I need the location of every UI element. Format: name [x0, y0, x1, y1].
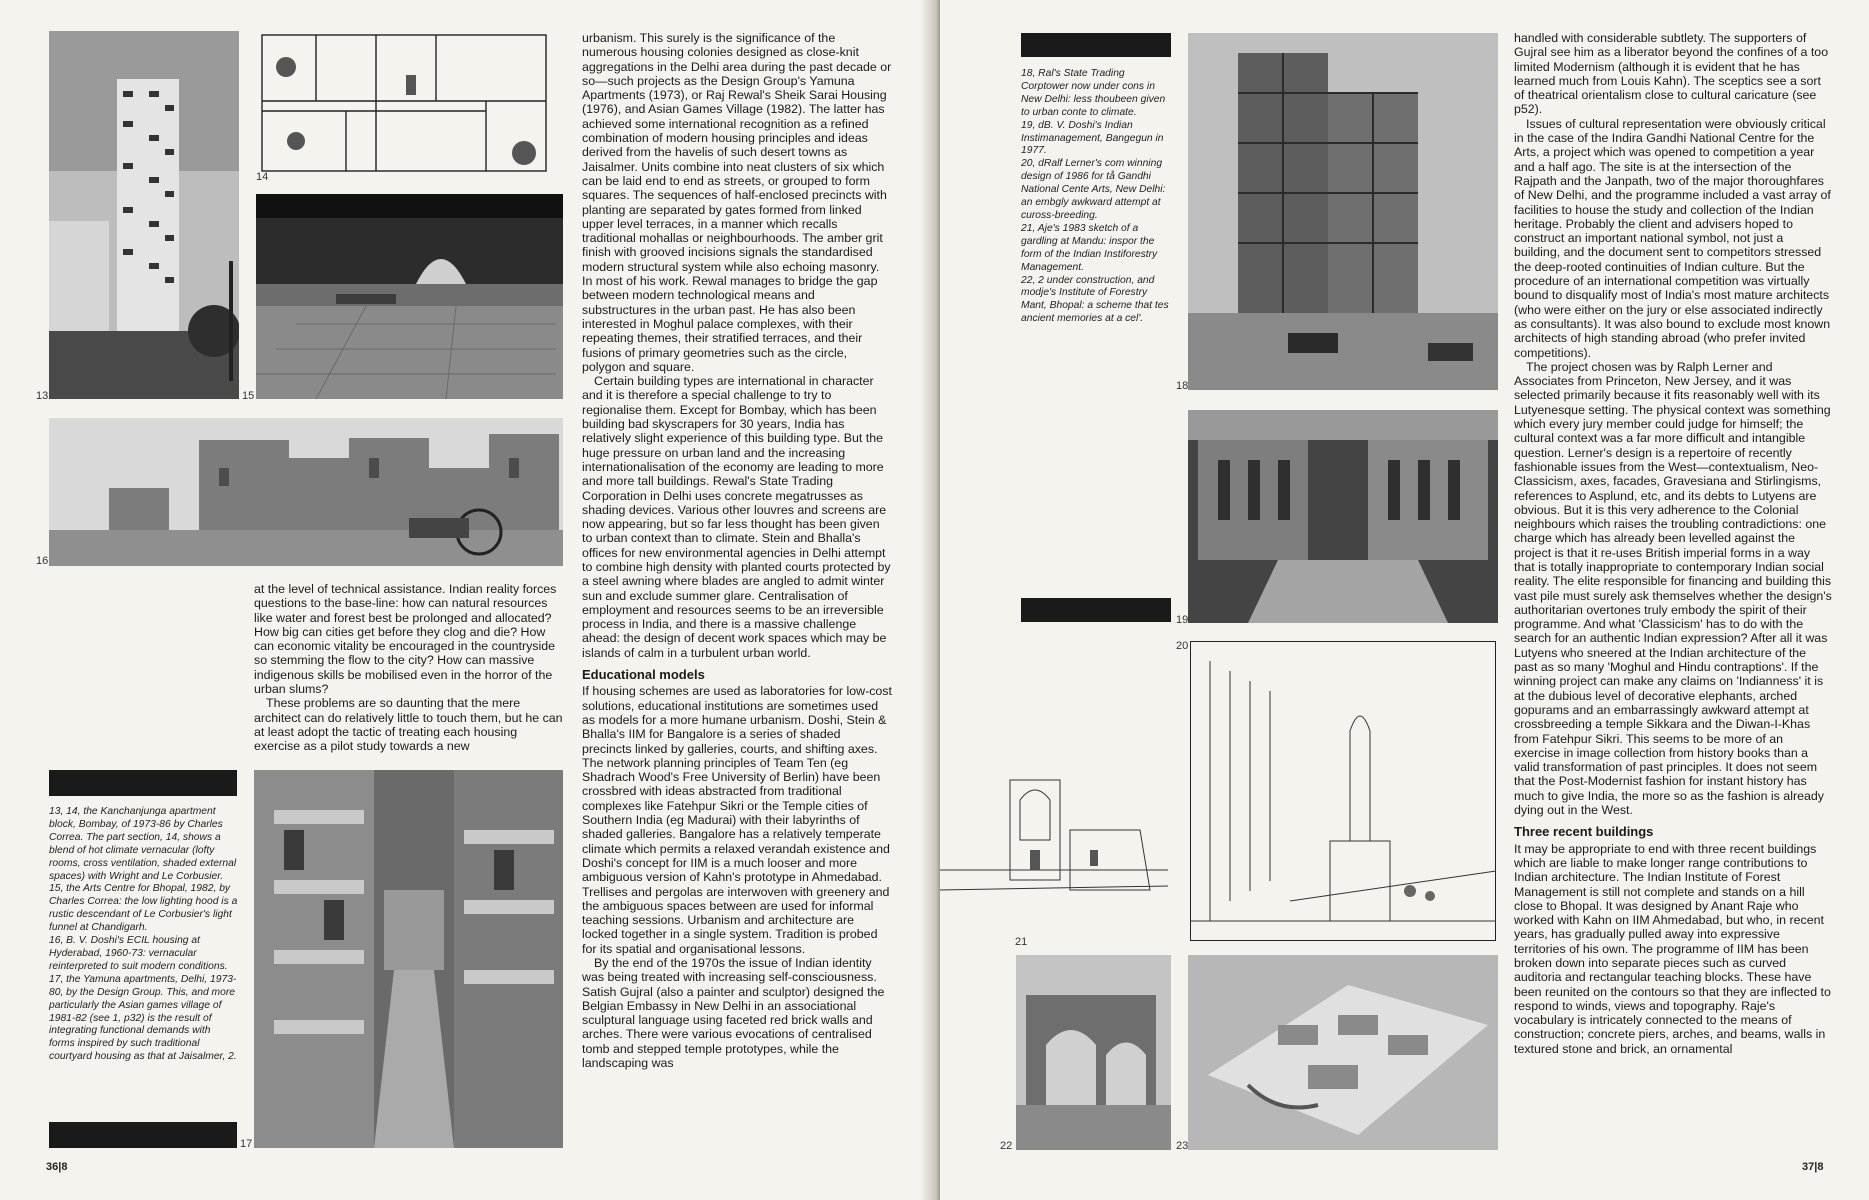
fig-number-14: 14: [256, 171, 269, 183]
caption-line: 18, Ral's State Trading Corptower now under cons in New Delhi: less thoubeen given to urban conte to climate.: [1021, 68, 1166, 118]
fig-number-13: 13: [36, 390, 49, 402]
paragraph: at the level of technical assistance. Indian reality forces questions to the base-line: how can natural resources like water and forest best be prolonged and allocated? How big can cities get before they clog and die? How can economic vitality be encouraged in the countryside so stemming the flow to the city? How can massive indigenous skills be mobilised even in the horror of the urban slums?: [254, 582, 557, 697]
caption-figures-13-17: [49, 806, 239, 1064]
caption-black-bar-bottom: [1021, 598, 1171, 622]
left-page: [0, 0, 930, 1200]
paragraph: By the end of the 1970s the issue of Indian identity was being treated with increasing self-consciousness. Satish Gujral (also a painter and sculptor) designed the Belgian Embassy in New Delhi in an associational sculptural language using faceted red brick walls and arches. There were various evocations of centralised tomb and stepped temple prototypes, while the landscaping was: [582, 956, 885, 1071]
paragraph: Issues of cultural representation were obviously critical in the case of the Indira Gandhi National Centre for the Arts, a project which was opened to competition a year and a half ago. The site is at the intersection of the Rajpath and the Janpath, two of the major thoroughfares of New Delhi, and the programme included a vast array of facilities to house the study and collection of the Indian heritage. Probably the client and advisers hoped to construct an important national symbol, not just a building, and the document sent to competitors stressed the deep-rooted continuities of Indian culture. But the procedure of an international competition was virtually bound to disqualify most of India's most mature architects (who were either on the jury or else associated indirectly as consultants). It was also bound to exclude most known architects of high standing abroad (who prefer invited competitions).: [1514, 116, 1831, 360]
photo-23-forestry-model: [1188, 955, 1498, 1150]
paragraph: It may be appropriate to end with three recent buildings which are liable to make longer range contributions to Indian architecture. The Indian Institute of Forest Management is still not complete and stands on a hill close to Bhopal. It was designed by Anant Raje who worked with Kahn on IIM Ahmedabad, but who, in recent years, has gradually pulled away into expressive territories of his own. The programme of IIM has been broken down into separate pieces such as curved auditoria and rectangular teaching blocks. These have been reunited on the contours so that they are inflected to respond to winds, views and topography. Raje's vocabulary is intricately connected to the means of construction; concrete piers, arches, and beams, walls in textured stone and brick, an ornamental: [1514, 841, 1831, 1056]
photo-18-state-trading-tower: [1188, 33, 1498, 390]
fig-number-21: 21: [1015, 936, 1028, 948]
section-heading-educational-models: Educational models: [582, 667, 705, 683]
caption-line: 22, 2 under construction, and modje's Institute of Forestry Mant, Bhopal: a scheme that tes ancient memories at a cel'.: [1021, 274, 1169, 325]
fig-number-22: 22: [1000, 1140, 1013, 1152]
caption-black-bar-bottom: [49, 1122, 237, 1148]
fig-number-18: 18: [1176, 380, 1189, 392]
caption-line: 17, the Yamuna apartments, Delhi, 1973-80, by the Design Group. This, and more particularly the Asian games village of 1981-82 (see 1, p32) is the result of integrating functional demands with forms inspired by such traditional courtyard housing as that at Jaisalmer, 2.: [49, 973, 237, 1063]
caption-line: 16, B. V. Doshi's ECIL housing at Hyderabad, 1960-73: vernacular reinterpreted to suit modern conditions.: [49, 935, 228, 972]
drawing-14-part-section: [256, 31, 552, 179]
photo-19-doshi-iim: [1188, 410, 1498, 623]
fig-number-23: 23: [1176, 1140, 1189, 1152]
page-folio-right: 37|8: [1802, 1161, 1824, 1173]
caption-black-bar-top: [49, 770, 237, 796]
paragraph: urbanism. This surely is the significance of the numerous housing colonies designed as close-knit aggregations in the Delhi area during the past decade or so—such projects as the Design Group's Yamuna Apartments (1973), or Raj Rewal's Sheik Sarai Housing (1976), and Asian Games Village (1982). The latter has achieved some international recognition as a refined combination of modern housing principles and ideas derived from the havelis of such desert towns as Jaisalmer. Units combine into neat clusters of six which can be laid end to end as streets, or grouped to form squares. The sequences of half-enclosed precincts with planting are separated by gates formed from linked upper level terraces, in a manner which recalls traditional mohallas or neighbourhoods. The amber grit finish with grooved incisions signals the standardised modern structural system while also echoing masonry. In most of his work. Rewal manages to bridge the gap between modern technological means and substructures in the urban past. He has also been interested in Moghul palace complexes, with their repeating themes, their stratified terraces, and their fusions of primary geometries such as the circle, polygon and square.: [582, 31, 892, 374]
drawing-21-raje-mandu-sketch: [940, 760, 1168, 932]
paragraph: handled with considerable subtlety. The supporters of Gujral see him as a liberator beyond the confines of a too limited Modernism (although it is evident that he has learned much from Louis Kahn). The sceptics see a sort of theatrical orientalism close to cultural caricature (see p52).: [1514, 31, 1829, 117]
caption-line: 15, the Arts Centre for Bhopal, 1982, by Charles Correa: the low lighting hood is a rustic descendant of Le Corbusier's light funnel at Chandigarh.: [49, 883, 238, 934]
photo-15-bhopal-arts-centre: [256, 194, 563, 399]
caption-line: 19, dB. V. Doshi's Indian Instimanagement, Bangegun in 1977.: [1021, 119, 1164, 157]
section-heading-three-recent-buildings: Three recent buildings: [1514, 824, 1654, 840]
left-lower-text-column: [254, 582, 566, 754]
caption-line: 20, dRalf Lerner's com winning design of 1986 for tå Gandhi National Cente Arts, New Delhi: an embgly awkward attempt at cuross-breeding.: [1021, 158, 1166, 221]
page-folio-left: 36|8: [46, 1161, 68, 1173]
paragraph: The project chosen was by Ralph Lerner and Associates from Princeton, New Jersey, and it was selected primarily because it fits reasonably well with its Lutyenesque setting. The physical context was something which every jury member could judge for himself; the cultural context was a far more difficult and intangible question. Lerner's design is a repertoire of recently fashionable issues from the West—contextualism, Neo-Classicism, axes, facades, Gravesiana and Stirlingisms, references to Asplund, etc, and its debts to Lutyens are obvious. But it is this very adherence to the Colonial neighbours which raises the troubling contradictions: one charge which has already been levelled against the project is that it re-uses British imperial forms in a way that is totally inappropriate to contemporary Indian social reality. The elite responsible for financing and building this vast pile must surely ask themselves whether the design's authoritarian overtones truly embody the spirit of their programme. And what 'Classicism' has to do with the search for an authentic Indian expression? After all it was Lutyens who sneered at the Indian architecture of the past as so many 'Moghul and Hindu contraptions'. If the winning project can make any claims on 'Indianness' it is at the dubious level of decorative elephants, arched gopurams and an embarrassingly awkward attempt at crossbreeding a temple Sikkara and the Diwan-I-Khas from Fatehpur Sikri. This seems to be more of an exercise in image collection from history books than a valid transformation of past principles. It does not seem that the Post-Modernist fashion for instant history has much to give India, the more so as the fashion is already dying out in the West.: [1514, 359, 1832, 818]
fig-number-17: 17: [240, 1138, 253, 1150]
photo-16-ecil-housing: [49, 418, 563, 566]
photo-17-yamuna-apartments: [254, 770, 563, 1148]
drawing-20-lerner-competition: [1190, 641, 1496, 941]
right-page: [940, 0, 1869, 1200]
photo-13-kanchanjunga-tower: [49, 31, 239, 399]
photo-22-forestry-construction: [1016, 955, 1171, 1150]
fig-number-16: 16: [36, 555, 49, 567]
fig-number-19: 19: [1176, 614, 1189, 626]
paragraph: These problems are so daunting that the mere architect can do relatively little to touch them, but he can at least adopt the tactic of treating each housing exercise as a pilot study towards a new: [254, 696, 563, 754]
caption-line: 21, Aje's 1983 sketch of a gardling at Mandu: inspor the form of the Indian Instiforestry Management.: [1021, 222, 1158, 273]
fig-number-15: 15: [242, 390, 255, 402]
paragraph: Certain building types are international in character and it is therefore a special challenge to try to regionalise them. Except for Bombay, which has been building bad skyscrapers for 30 years, India has relatively slight experience of this building type. But the huge pressure on urban land and the increasing internationalisation of the economy are leading to more and more tall buildings. Rewal's State Trading Corporation in Delhi uses concrete megatrusses as shading devices. Various other louvres and screens are now appearing, but so far less thought has been given to urban context than to climate. Stein and Bhalla's offices for new environmental agencies in Delhi attempt to combine high density with planted courts protected by a steel awning where blades are angled to admit winter sun and exclude summer glare. Centralisation of employment and resources seems to be an irreversible process in India, and there is a massive challenge ahead: the design of decent work spaces which may be islands of calm in a turbulent urban world.: [582, 374, 891, 660]
left-main-text-column: [582, 31, 892, 1070]
caption-black-bar-top: [1021, 33, 1171, 57]
fig-number-20: 20: [1176, 640, 1189, 652]
caption-figures-18-22: [1021, 68, 1171, 326]
paragraph: If housing schemes are used as laboratories for low-cost solutions, educational institutions are sometimes used as models for a more humane urbanism. Doshi, Stein & Bhalla's IIM for Bangalore is a series of shaded precincts linked by galleries, courts, and shifting axes. The network planning principles of Team Ten (eg Shadrach Wood's Free University of Berlin) have been crossbred with ideas abstracted from traditional complexes like Fatehpur Sikri or the Temple cities of Southern India (eg Madurai) with their labyrinths of shaded galleries. Bangalore has a relatively temperate climate which permits a relaxed verandah existence and Doshi's concept for IIM is a much looser and more ambiguous version of Kahn's prototype in Ahmedabad. Trellises and pergolas are interwoven with greenery and the ambiguous spaces between are used for informal teaching sessions. Urbanism and architecture are locked together in a single system. Tradition is probed for its spatial and organisational lessons.: [582, 684, 892, 956]
right-main-text-column: [1514, 31, 1832, 1056]
caption-line: 13, 14, the Kanchanjunga apartment block, Bombay, of 1973-86 by Charles Correa. The part section, 14, shows a blend of hot climate vernacular (lofty rooms, cross ventilation, shaded external spaces) with Wright and Le Corbusier.: [49, 806, 237, 882]
